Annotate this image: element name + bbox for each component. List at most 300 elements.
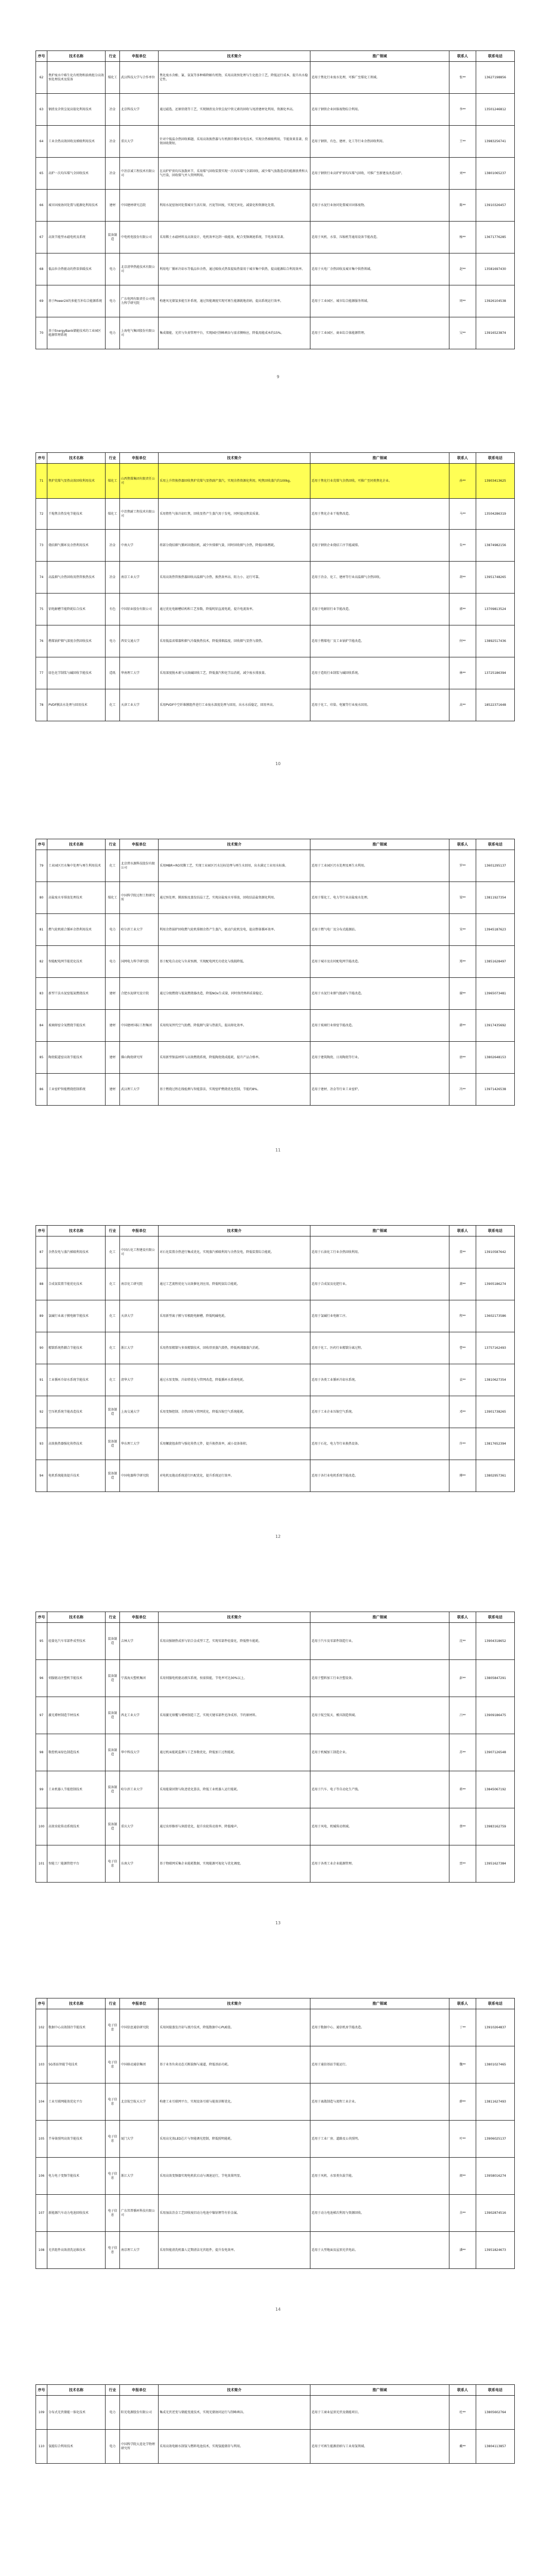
cell-industry: 煤化工 — [106, 882, 120, 914]
header-col-phone: 联系电话 — [476, 2385, 515, 2396]
cell-tech-name: 高效齿轮传动系统技术 — [47, 1808, 106, 1845]
cell-unit: 佛山陶瓷研究所 — [120, 1042, 159, 1074]
cell-unit: 北京航空航天大学 — [120, 2083, 159, 2121]
table-row — [36, 1300, 515, 1332]
cell-description: 采用高效变频器实现电机软启动与调速运行，节电效果明显。 — [159, 2158, 310, 2195]
cell-industry: 煤化工 — [106, 62, 120, 94]
cell-description: 对石化装置余热进行集成优化，实现蒸汽梯级利用与余热发电，降低装置综合能耗。 — [159, 1236, 310, 1268]
table-row — [36, 562, 515, 594]
cell-contact: 杜** — [449, 2396, 476, 2430]
cell-unit: 西北工业大学 — [120, 1697, 159, 1734]
cell-field: 适用于建筑陶瓷、日用陶瓷等行业。 — [310, 1042, 449, 1074]
table-row — [36, 1460, 515, 1492]
table-header — [36, 839, 515, 850]
cell-unit: 中国铝业股份有限公司 — [120, 594, 159, 625]
cell-tech-name: 高效换热器强化传热技术 — [47, 1428, 106, 1460]
header-col-field: 推广领域 — [310, 1226, 449, 1236]
header-col-name: 技术名称 — [47, 1998, 106, 2009]
header-col-name: 技术名称 — [47, 51, 106, 62]
header-col-field: 推广领域 — [310, 1998, 449, 2009]
cell-description: 采用新型离子膜与零极距电解槽，降低吨碱电耗。 — [159, 1300, 310, 1332]
cell-no: 107 — [36, 2195, 47, 2232]
cell-industry: 化工 — [106, 1236, 120, 1268]
cell-no: 82 — [36, 946, 47, 978]
cell-phone: 13627198856 — [476, 62, 515, 94]
cell-contact: 唐** — [449, 1042, 476, 1074]
cell-no: 100 — [36, 1808, 47, 1845]
cell-industry: 化工 — [106, 689, 120, 721]
cell-no: 99 — [36, 1771, 47, 1808]
header-col-name: 技术名称 — [47, 1226, 106, 1236]
cell-no: 62 — [36, 62, 47, 94]
cell-phone: 13958016274 — [476, 2158, 515, 2195]
cell-unit: 中国电器科学研究院 — [120, 1460, 159, 1492]
table-row — [36, 253, 515, 285]
cell-tech-name: 工业余热高效回收及梯级利用技术 — [47, 126, 106, 158]
cell-tech-name: 工业窑炉智能燃烧控制系统 — [47, 1074, 106, 1106]
cell-industry: 电子信息 — [106, 2083, 120, 2121]
cell-description: 基于业务负荷动态关断载频与通道，降低基站功耗。 — [159, 2046, 310, 2083]
cell-field: 适用于火电厂余热回收及城市集中供热领域。 — [310, 253, 449, 285]
cell-phone: 13910264837 — [476, 2009, 515, 2046]
cell-phone: 13801027465 — [476, 2046, 515, 2083]
cell-unit: 广东邦普循环科技有限公司 — [120, 2195, 159, 2232]
cell-industry: 建材 — [106, 978, 120, 1010]
cell-description: 采用热泵精馏与多效精馏技术，回收塔顶蒸汽潜热，降低再沸器蒸汽消耗。 — [159, 1332, 310, 1364]
cell-phone: 13874982156 — [476, 530, 515, 562]
table-row — [36, 62, 515, 94]
cell-phone: 13801065237 — [476, 158, 515, 190]
cell-phone: 13926104538 — [476, 285, 515, 317]
cell-tech-name: 激光增材制造节材技术 — [47, 1697, 106, 1734]
cell-description: 采用变频控制、余热回收与管网优化，降低压缩空气系统能耗。 — [159, 1396, 310, 1428]
cell-tech-name: 氢能综合利用技术 — [47, 2430, 106, 2464]
cell-unit: 国网电力科学研究院 — [120, 946, 159, 978]
cell-unit: 中国信息通信研究院 — [120, 2009, 159, 2046]
table-row — [36, 222, 515, 253]
cell-phone: 13811927354 — [476, 882, 515, 914]
cell-no: 98 — [36, 1734, 47, 1771]
cell-tech-name: 燃气轮机联合循环余热利用技术 — [47, 914, 106, 946]
cell-industry: 电力 — [106, 317, 120, 349]
cell-contact: 蒋** — [449, 1771, 476, 1808]
cell-contact: 曹** — [449, 1332, 476, 1364]
cell-tech-name: 电力电子变频节能技术 — [47, 2158, 106, 2195]
header-col-field: 推广领域 — [310, 2385, 449, 2396]
header-col-desc: 技术简介 — [159, 1226, 310, 1236]
cell-phone: 13910326457 — [476, 190, 515, 222]
table-row — [36, 530, 515, 562]
cell-tech-name: 高效节能型永磁电机及系统 — [47, 222, 106, 253]
cell-tech-name: 焦炉废水中难生化有机物和油类组分高效预处理技术及装备 — [47, 62, 106, 94]
header-col-desc: 技术简介 — [159, 2385, 310, 2396]
table-row — [36, 1734, 515, 1771]
cell-description: 通过优化电解槽结构和工艺参数，降低吨铝直流电耗，提升电流效率。 — [159, 594, 310, 625]
cell-field: 适用于造纸行业制浆与碱回收系统。 — [310, 657, 449, 689]
cell-description: 利用余热锅炉回收燃气轮机排烟余热产生蒸汽，驱动汽轮机发电，提高整体循环效率。 — [159, 914, 310, 946]
cell-no: 97 — [36, 1697, 47, 1734]
table-row — [36, 2158, 515, 2195]
cell-description: 通过分级燃烧与低氮燃烧器改造，降低NOx生成量，同时保持熟料质量稳定。 — [159, 978, 310, 1010]
cell-no: 85 — [36, 1042, 47, 1074]
table-row — [36, 499, 515, 530]
cell-no: 71 — [36, 464, 47, 499]
cell-description: 采用螺旋扭曲管与强化传热元件，提升换热效率，减小设备体积。 — [159, 1428, 310, 1460]
cell-phone: 13802648153 — [476, 1042, 515, 1074]
cell-contact: 宋** — [449, 914, 476, 946]
cell-contact: 薛** — [449, 2083, 476, 2121]
header-col-phone: 联系电话 — [476, 1226, 515, 1236]
header-col-no: 序号 — [36, 453, 47, 464]
header-col-contact: 联系人 — [449, 51, 476, 62]
header-col-industry: 行业 — [106, 51, 120, 62]
cell-tech-name: 工业园区污水集中处理与再生利用技术 — [47, 850, 106, 882]
cell-field: 适用于工业企业压缩空气系统。 — [310, 1396, 449, 1428]
cell-tech-name: 铝电解槽节能降耗综合技术 — [47, 594, 106, 625]
cell-unit: 西安交通大学 — [120, 625, 159, 657]
table-page-11 — [36, 839, 515, 1106]
cell-field: 适用于焦化行业荒煤气余热回收，可推广至同类焦化企业。 — [310, 464, 449, 499]
cell-phone: 13983162759 — [476, 1808, 515, 1845]
cell-description: 采用深度脱木素与高效碱回收工艺，降低蒸汽和化学品消耗，减少废水排放量。 — [159, 657, 310, 689]
cell-unit: 哈尔滨工业大学 — [120, 914, 159, 946]
cell-unit: 中冶京诚工程技术有限公司 — [120, 158, 159, 190]
cell-phone: 13845067192 — [476, 1771, 515, 1808]
cell-tech-name: 轻量化汽车零部件成型技术 — [47, 1623, 106, 1660]
cell-field: 适用于城市及农村配电网节能改造。 — [310, 946, 449, 978]
cell-field: 适用于航空航天、模具制造领域。 — [310, 1697, 449, 1734]
cell-unit: 厦门大学 — [120, 2121, 159, 2158]
cell-description: 构建风光储氢多能互补系统，通过智能调度实现可再生能源就地消纳，提高系统运行效率。 — [159, 285, 310, 317]
cell-industry: 电子信息 — [106, 2195, 120, 2232]
cell-unit: 武汉理工大学 — [120, 1074, 159, 1106]
cell-no: 103 — [36, 2046, 47, 2083]
cell-industry: 装备制造 — [106, 1623, 120, 1660]
table-row — [36, 1845, 515, 1883]
cell-no: 89 — [36, 1300, 47, 1332]
cell-field: 适用于化工、医药行业精馏分离过程。 — [310, 1332, 449, 1364]
cell-unit: 中国石化工程建设有限公司 — [120, 1236, 159, 1268]
cell-no: 101 — [36, 1845, 47, 1883]
cell-tech-name: 工业互联网能效优化平台 — [47, 2083, 106, 2121]
cell-contact: 梁** — [449, 882, 476, 914]
header-col-desc: 技术简介 — [159, 453, 310, 464]
cell-phone: 13709813524 — [476, 594, 515, 625]
table-header — [36, 453, 515, 464]
header-col-contact: 联系人 — [449, 453, 476, 464]
cell-description: 采用惰性气体冷却红焦，回收显热产生蒸汽用于发电，同时提高焦炭质量。 — [159, 499, 310, 530]
cell-industry: 电力 — [106, 2430, 120, 2464]
cell-phone: 13804113857 — [476, 2430, 515, 2464]
cell-unit: 南京工业大学 — [120, 562, 159, 594]
cell-description: 集成光伏逆变与储能变流技术，实现光储协同运行与削峰填谷。 — [159, 2396, 310, 2430]
table-row — [36, 2009, 515, 2046]
cell-contact: 余** — [449, 2195, 476, 2232]
cell-phone: 13892517436 — [476, 625, 515, 657]
cell-no: 106 — [36, 2158, 47, 2195]
cell-description: 采用高强钢热成形与铝合金成型工艺，实现零部件轻量化，降低整车能耗。 — [159, 1623, 310, 1660]
cell-field: 适用于可再生能源消纳与工业用氢领域。 — [310, 2430, 449, 2464]
cell-contact: 彭** — [449, 1660, 476, 1697]
table-header — [36, 1998, 515, 2009]
cell-field: 适用于焦化企业干熄焦改造。 — [310, 499, 449, 530]
cell-tech-name: 玻璃熔窑全氧燃烧节能技术 — [47, 1010, 106, 1042]
cell-contact: 苏** — [449, 1734, 476, 1771]
cell-tech-name: 高炉一次均压煤气全回收技术 — [47, 158, 106, 190]
cell-contact: 杨** — [449, 222, 476, 253]
cell-description: 通过机床能耗监测与工艺参数优化，降低加工过程能耗。 — [159, 1734, 310, 1771]
cell-contact: 吴** — [449, 317, 476, 349]
table-page-10 — [36, 452, 515, 721]
cell-no: 70 — [36, 317, 47, 349]
cell-no: 63 — [36, 94, 47, 126]
cell-contact: 萧** — [449, 1268, 476, 1300]
cell-tech-name: 基于EnergyBank储能技术的工业园区能源管理系统 — [47, 317, 106, 349]
cell-contact: 郭** — [449, 594, 476, 625]
cell-description: 采用MBR+RO双膜工艺，实现工业园区污水达标处理与再生水回用，出水满足工业用水标准。 — [159, 850, 310, 882]
cell-field: 适用于工商业屋顶光伏及储能项目。 — [310, 2396, 449, 2430]
cell-contact: 李** — [449, 94, 476, 126]
cell-description: 构建工业互联网平台，实现设备互联与能效诊断优化。 — [159, 2083, 310, 2121]
cell-field: 适用于煤化工、电力等行业高盐废水处理。 — [310, 882, 449, 914]
cell-no: 87 — [36, 1236, 47, 1268]
cell-no: 94 — [36, 1460, 47, 1492]
cell-unit: 宁波海天塑机集团 — [120, 1660, 159, 1697]
cell-description: 通过齿形修形与润滑优化，提升齿轮传动效率，降低噪声。 — [159, 1808, 310, 1845]
cell-field: 适用于各行业电机系统节能改造。 — [310, 1460, 449, 1492]
cell-phone: 13910587642 — [476, 1236, 515, 1268]
cell-description: 采用激光熔覆与增材制造工艺，实现关键零部件近净成形，节约原材料。 — [159, 1697, 310, 1734]
header-col-desc: 技术简介 — [159, 51, 310, 62]
cell-phone: 13817652394 — [476, 1428, 515, 1460]
cell-contact: 丁** — [449, 2009, 476, 2046]
cell-field: 适用于水泥行业协同处置城市固体废物。 — [310, 190, 449, 222]
table-row — [36, 1428, 515, 1460]
cell-field: 适用于工业园区、城市综合能源服务领域。 — [310, 285, 449, 317]
cell-unit: 上海交通大学 — [120, 1396, 159, 1428]
cell-tech-name: 伺服驱动注塑机节能技术 — [47, 1660, 106, 1697]
cell-description: 在高炉炉顶均压放散环节，采用煤气回收装置实现一次均压煤气全部回收，减少煤气放散造成的能源浪费和大气污染，回收煤气并入管网利用。 — [159, 158, 310, 190]
cell-no: 109 — [36, 2396, 47, 2430]
cell-contact: 陈** — [449, 190, 476, 222]
cell-industry: 装备制造 — [106, 1460, 120, 1492]
page-number: 12 — [275, 1534, 281, 1539]
table-row — [36, 1010, 515, 1042]
table-row — [36, 1771, 515, 1808]
cell-no: 68 — [36, 253, 47, 285]
table-row — [36, 850, 515, 882]
header-col-unit: 申报单位 — [120, 51, 159, 62]
cell-phone: 13916523874 — [476, 317, 515, 349]
header-col-phone: 联系电话 — [476, 1612, 515, 1623]
cell-phone: 13671776285 — [476, 222, 515, 253]
table-page-15 — [36, 2384, 515, 2464]
cell-description: 采用稀土永磁材料及高效设计，电机效率达到一级能效，配合变频调速系统，节电效果显著。 — [159, 222, 310, 253]
table-row — [36, 464, 515, 499]
cell-unit: 华中科技大学 — [120, 1734, 159, 1771]
cell-field: 适用于钢铁企业固体废物综合利用。 — [310, 94, 449, 126]
cell-unit: 天津工业大学 — [120, 689, 159, 721]
header-col-unit: 申报单位 — [120, 1998, 159, 2009]
cell-tech-name: 合成氨装置节能优化技术 — [47, 1268, 106, 1300]
cell-unit: 中国科学院过程工程研究所 — [120, 882, 159, 914]
cell-phone: 13504286319 — [476, 499, 515, 530]
cell-no: 95 — [36, 1623, 47, 1660]
cell-contact: 蔡** — [449, 1808, 476, 1845]
cell-industry: 装备制造 — [106, 1428, 120, 1460]
cell-contact: 许** — [449, 1428, 476, 1460]
cell-description: 对电机及拖动系统进行匹配优化，提升系统运行效率。 — [159, 1460, 310, 1492]
cell-description: 采用伺服电机驱动液压系统，按需供能，节电率可达30%以上。 — [159, 1660, 310, 1697]
cell-field: 适用于工业园区污水处理及再生水利用。 — [310, 850, 449, 882]
cell-phone: 13904318652 — [476, 1623, 515, 1660]
cell-field: 适用于机械加工制造企业。 — [310, 1734, 449, 1771]
cell-industry: 建材 — [106, 190, 120, 222]
header-col-contact: 联系人 — [449, 1998, 476, 2009]
cell-industry: 电力 — [106, 253, 120, 285]
table-row — [36, 1268, 515, 1300]
header-col-desc: 技术简介 — [159, 839, 310, 850]
cell-tech-name: 半导体照明高效节能技术 — [47, 2121, 106, 2158]
cell-description: 采用湿法冶金工艺回收废旧动力电池中镍钴锂等有价金属。 — [159, 2195, 310, 2232]
cell-unit: 中国科学院大连化学物理研究所 — [120, 2430, 159, 2464]
cell-industry: 化工 — [106, 1364, 120, 1396]
cell-industry: 装备制造 — [106, 1396, 120, 1428]
table-page-12 — [36, 1225, 515, 1492]
cell-industry: 装备制造 — [106, 1660, 120, 1697]
cell-phone: 13971426538 — [476, 1074, 515, 1106]
cell-tech-name: 钢渣及含铁尘泥高值化利用技术 — [47, 94, 106, 126]
cell-contact: 韩** — [449, 1010, 476, 1042]
table-page-9 — [36, 50, 515, 349]
cell-unit: 中南大学 — [120, 530, 159, 562]
cell-no: 105 — [36, 2121, 47, 2158]
cell-unit: 中国移动通信集团 — [120, 2046, 159, 2083]
table-row — [36, 1042, 515, 1074]
header-col-field: 推广领域 — [310, 51, 449, 62]
cell-no: 102 — [36, 2009, 47, 2046]
table-header — [36, 51, 515, 62]
header-col-no: 序号 — [36, 1998, 47, 2009]
table-row — [36, 689, 515, 721]
table-row — [36, 2195, 515, 2232]
cell-unit: 浙江大学 — [120, 1332, 159, 1364]
cell-description: 针对中低温余热回收难题，采用高效换热器与有机朗肯循环发电技术，实现余热梯级利用，节能效果显著，投资回收期短。 — [159, 126, 310, 158]
cell-no: 92 — [36, 1396, 47, 1428]
cell-industry: 建材 — [106, 1010, 120, 1042]
cell-field: 适用于钢铁、有色、建材、化工等行业余热回收利用。 — [310, 126, 449, 158]
table-row — [36, 158, 515, 190]
table-row — [36, 1396, 515, 1428]
cell-industry: 电力 — [106, 625, 120, 657]
cell-tech-name: 数据中心高效制冷节能技术 — [47, 2009, 106, 2046]
cell-description: 采用能量回馈与轨迹优化算法，降低工业机器人运行能耗。 — [159, 1771, 310, 1808]
cell-description: 采用智能清洗机器人定期清洁光伏组件，提升发电效率。 — [159, 2232, 310, 2269]
header-col-contact: 联系人 — [449, 2385, 476, 2396]
cell-phone: 13945187623 — [476, 914, 515, 946]
cell-field: 适用于风机、水泵类负载节能。 — [310, 2158, 449, 2195]
cell-tech-name: 光伏组件高效清洗运维技术 — [47, 2232, 106, 2269]
cell-no: 88 — [36, 1268, 47, 1300]
cell-tech-name: 城市固废协同处置与能源化利用技术 — [47, 190, 106, 222]
cell-tech-name: 焦炉荒煤气显热高效回收利用技术 — [47, 464, 106, 499]
cell-unit: 哈尔滨工业大学 — [120, 1771, 159, 1808]
table-row — [36, 882, 515, 914]
cell-industry: 装备制造 — [106, 1697, 120, 1734]
cell-tech-name: 燃煤锅炉烟气深度余热回收技术 — [47, 625, 106, 657]
cell-unit: 北京科技大学 — [120, 94, 159, 126]
header-col-no: 序号 — [36, 51, 47, 62]
cell-no: 78 — [36, 689, 47, 721]
table-row — [36, 2046, 515, 2083]
cell-contact: 沈** — [449, 1623, 476, 1660]
table-row — [36, 2232, 515, 2269]
cell-unit: 清华大学 — [120, 1364, 159, 1396]
cell-phone: 13906025137 — [476, 2121, 515, 2158]
cell-no: 90 — [36, 1332, 47, 1364]
table-row — [36, 914, 515, 946]
header-col-name: 技术名称 — [47, 453, 106, 464]
cell-contact: 程** — [449, 1300, 476, 1332]
cell-contact: 周** — [449, 285, 476, 317]
table-row — [36, 594, 515, 625]
cell-unit: 上海电气集团股份有限公司 — [120, 317, 159, 349]
header-col-industry: 行业 — [106, 1998, 120, 2009]
cell-unit: 东南大学 — [120, 1845, 159, 1883]
table-row — [36, 625, 515, 657]
header-col-no: 序号 — [36, 2385, 47, 2396]
cell-industry: 装备制造 — [106, 222, 120, 253]
table-row — [36, 1364, 515, 1396]
cell-no: 96 — [36, 1660, 47, 1697]
table-row — [36, 285, 515, 317]
header-col-field: 推广领域 — [310, 1612, 449, 1623]
cell-field: 适用于塑料加工行业注塑设备。 — [310, 1660, 449, 1697]
header-col-desc: 技术简介 — [159, 1998, 310, 2009]
cell-industry: 冶金 — [106, 530, 120, 562]
cell-no: 86 — [36, 1074, 47, 1106]
cell-no: 108 — [36, 2232, 47, 2269]
cell-tech-name: 余热发电与蒸汽梯级利用技术 — [47, 1236, 106, 1268]
table-row — [36, 2121, 515, 2158]
cell-no: 67 — [36, 222, 47, 253]
cell-description: 采用新型保温材料与高效燃烧系统，降低陶瓷烧成能耗，提升产品合格率。 — [159, 1042, 310, 1074]
cell-description: 采用上升管换热器回收焦炉荒煤气显热副产蒸汽，实现余热资源化利用，吨焦回收蒸汽约100kg。 — [159, 464, 310, 499]
cell-industry: 有色 — [106, 594, 120, 625]
table-header — [36, 1612, 515, 1623]
cell-phone: 13901738265 — [476, 1396, 515, 1428]
cell-contact: 高** — [449, 689, 476, 721]
cell-phone: 13757162493 — [476, 1332, 515, 1364]
cell-contact: 阎** — [449, 2158, 476, 2195]
cell-field: 适用于汽车及零部件制造行业。 — [310, 1623, 449, 1660]
cell-phone: 13905186274 — [476, 1268, 515, 1300]
cell-field: 适用于动力电池梯次利用与资源回收。 — [310, 2195, 449, 2232]
cell-unit: 天津大学 — [120, 1300, 159, 1332]
header-col-name: 技术名称 — [47, 2385, 106, 2396]
cell-description: 采用高效电解水制氢与燃料电池技术，实现氢能储存与利用。 — [159, 2430, 310, 2464]
cell-description: 采用间接蒸发冷却与液冷技术，降低数据中心PUE值。 — [159, 2009, 310, 2046]
cell-industry: 电子信息 — [106, 2009, 120, 2046]
cell-contact: 马** — [449, 499, 476, 530]
cell-field: 适用于各类工业循环冷却水系统。 — [310, 1364, 449, 1396]
cell-industry: 煤化工 — [106, 499, 120, 530]
header-col-contact: 联系人 — [449, 1226, 476, 1236]
cell-description: 通过工艺流程优化与高效催化剂应用，降低吨氨综合能耗。 — [159, 1268, 310, 1300]
cell-contact: 罗** — [449, 850, 476, 882]
cell-description: 采用高光效LED芯片与智能调光控制，降低照明能耗。 — [159, 2121, 310, 2158]
cell-no: 83 — [36, 978, 47, 1010]
